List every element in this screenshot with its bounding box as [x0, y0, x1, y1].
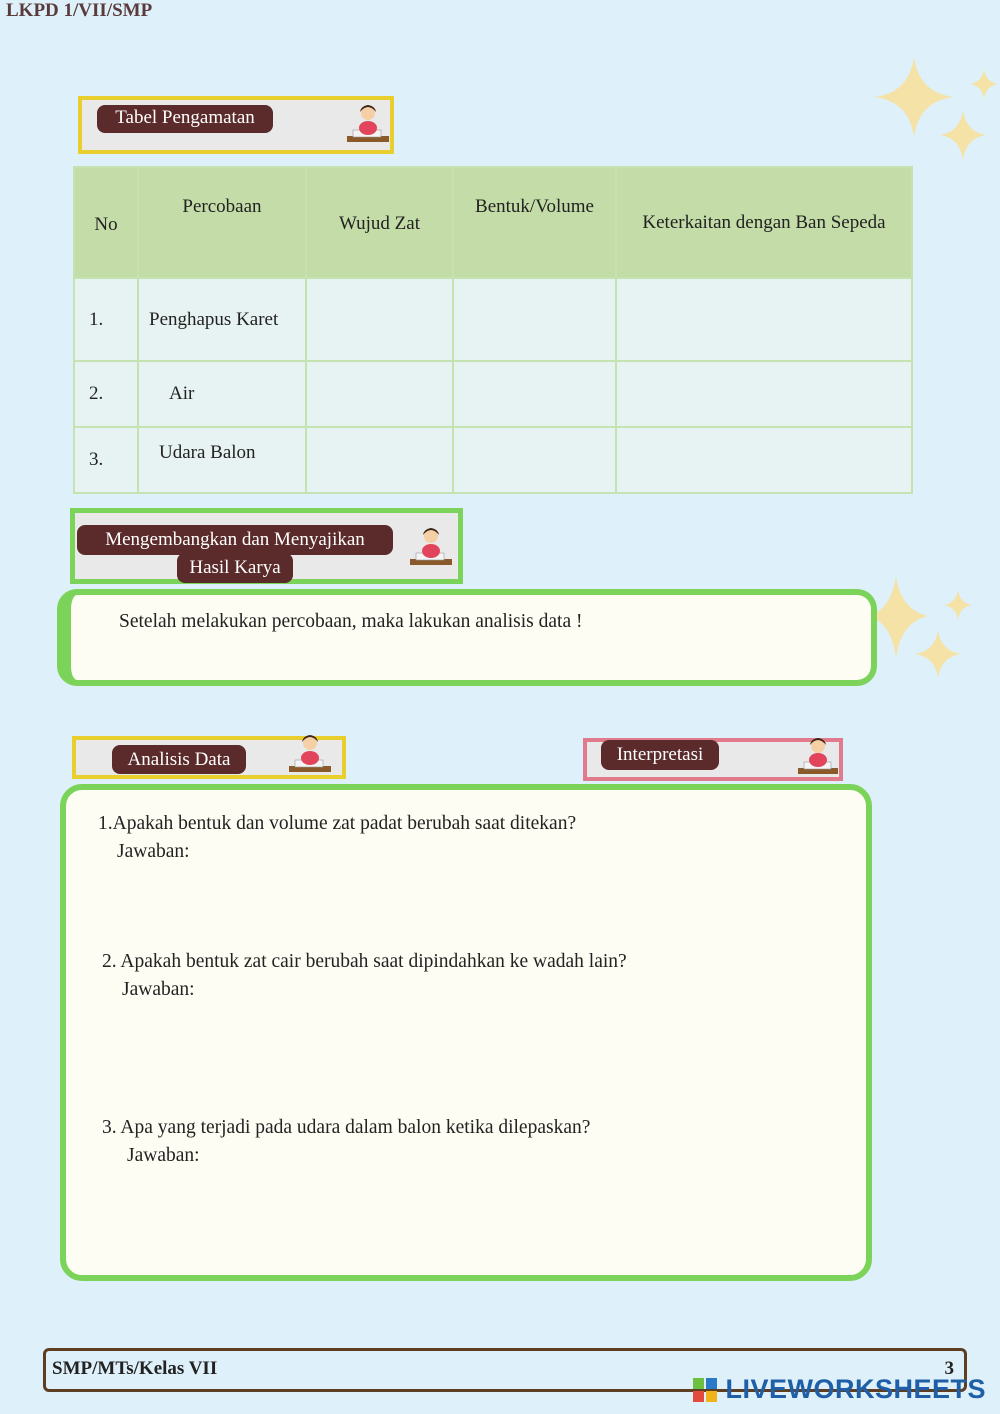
bike-tire-relation-cell[interactable]: [616, 278, 912, 361]
question-2: 2. Apakah bentuk zat cair berubah saat dipindahkan ke wadah lain?: [102, 951, 627, 972]
answer-label-2: Jawaban:: [122, 979, 195, 1000]
analysis-label-box: [72, 736, 346, 779]
page-number: 3: [944, 1358, 954, 1379]
instruction-text: Setelah melakukan percobaan, maka lakukan analisis data !: [119, 611, 583, 632]
shape-volume-cell[interactable]: [453, 278, 616, 361]
develop-label-line2: Hasil Karya: [177, 553, 293, 583]
shape-volume-cell[interactable]: [453, 427, 616, 493]
question-1: 1.Apakah bentuk dan volume zat padat berubah saat ditekan?: [98, 813, 577, 834]
studying-kid-icon: [407, 523, 455, 571]
state-of-matter-cell[interactable]: [306, 278, 453, 361]
sparkle-icon: [868, 572, 988, 684]
answer-field-1[interactable]: [206, 842, 846, 932]
column-header: Keterkaitan dengan Ban Sepeda: [616, 167, 912, 278]
table-row: [74, 361, 912, 427]
liveworksheets-logo-icon: [693, 1378, 719, 1402]
liveworksheets-watermark: LIVEWORKSHEETS: [725, 1374, 986, 1404]
bike-tire-relation-cell[interactable]: [616, 427, 912, 493]
answer-field-3[interactable]: [216, 1146, 846, 1256]
analysis-card: [60, 784, 872, 1281]
row-number: 2.: [74, 361, 138, 427]
answer-label-3: Jawaban:: [127, 1145, 200, 1166]
footer-school: SMP/MTs/Kelas VII: [52, 1358, 218, 1379]
column-header: Bentuk/Volume: [453, 167, 616, 278]
studying-kid-icon: [795, 734, 841, 780]
shape-volume-cell[interactable]: [453, 361, 616, 427]
table-header-row: [74, 167, 912, 278]
experiment-name: Udara Balon: [138, 427, 306, 493]
table-row: [74, 278, 912, 361]
studying-kid-icon: [344, 100, 392, 148]
column-header: No: [74, 167, 138, 278]
analysis-label: Analisis Data: [112, 745, 246, 774]
develop-label-line1: Mengembangkan dan Menyajikan: [77, 525, 393, 555]
answer-field-2[interactable]: [212, 980, 852, 1100]
instruction-card: [57, 589, 877, 686]
table-row: [74, 427, 912, 493]
observation-table: [73, 166, 913, 494]
answer-label-1: Jawaban:: [117, 841, 190, 862]
experiment-name: Air: [138, 361, 306, 427]
bike-tire-relation-cell[interactable]: [616, 361, 912, 427]
question-3: 3. Apa yang terjadi pada udara dalam balon ketika dilepaskan?: [102, 1117, 591, 1138]
row-number: 1.: [74, 278, 138, 361]
experiment-name: Penghapus Karet: [138, 278, 306, 361]
state-of-matter-cell[interactable]: [306, 361, 453, 427]
worksheet-code: LKPD 1/VII/SMP: [6, 0, 153, 21]
interpretation-label-box: [583, 738, 843, 781]
interpretation-label: Interpretasi: [601, 740, 719, 770]
develop-label-box: [70, 508, 463, 584]
observation-label-box: [78, 96, 394, 154]
column-header: Percobaan: [138, 167, 306, 278]
state-of-matter-cell[interactable]: [306, 427, 453, 493]
row-number: 3.: [74, 427, 138, 493]
observation-label: Tabel Pengamatan: [97, 105, 273, 133]
sparkle-icon: [872, 55, 1000, 165]
column-header: Wujud Zat: [306, 167, 453, 278]
studying-kid-icon: [286, 730, 334, 778]
